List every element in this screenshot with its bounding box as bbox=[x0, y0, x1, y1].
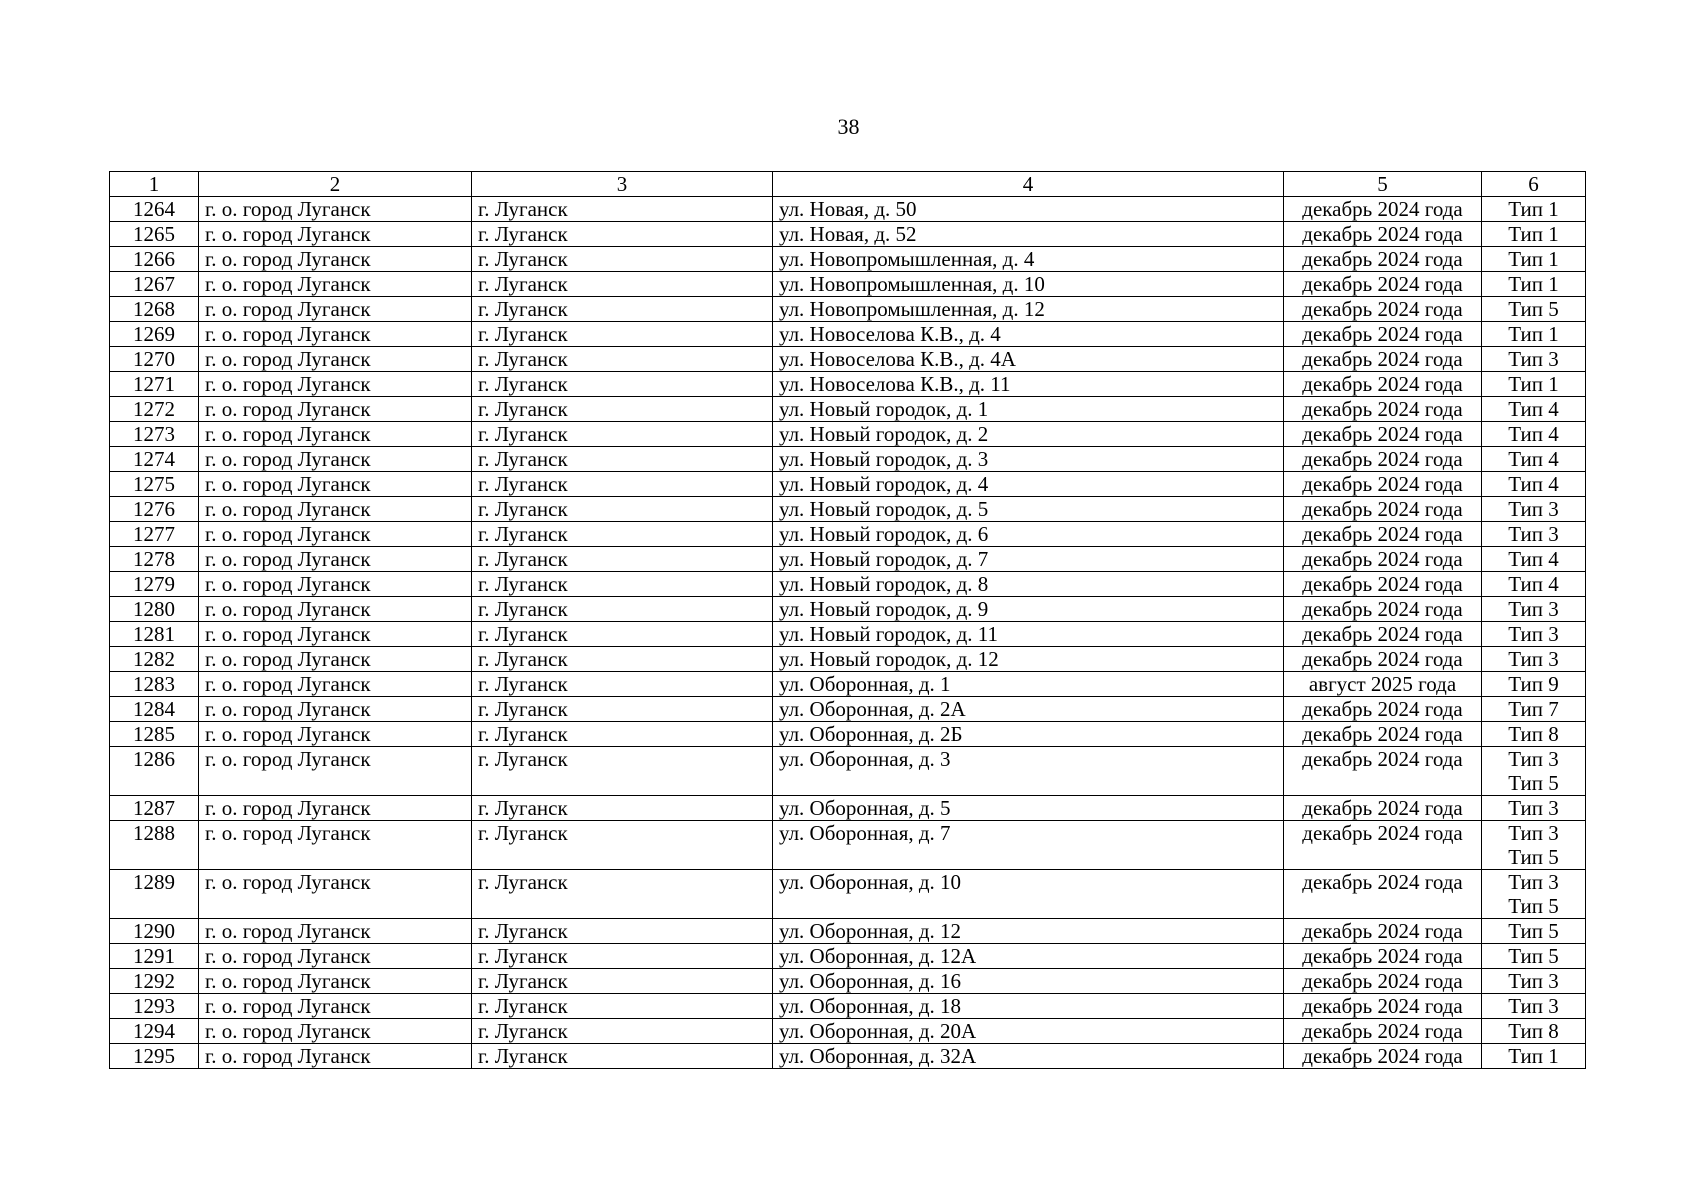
date-cell: декабрь 2024 года bbox=[1284, 697, 1482, 722]
city-cell: г. Луганск bbox=[472, 747, 773, 796]
district-cell: г. о. город Луганск bbox=[199, 422, 472, 447]
type-value: Тип 3 bbox=[1508, 622, 1559, 646]
row-number-cell: 1277 bbox=[110, 522, 199, 547]
row-number-cell: 1288 bbox=[110, 821, 199, 870]
type-value: Тип 5 bbox=[1508, 894, 1559, 918]
address-cell: ул. Новая, д. 52 bbox=[773, 222, 1284, 247]
district-cell: г. о. город Луганск bbox=[199, 472, 472, 497]
table-row bbox=[110, 572, 1586, 597]
type-cell bbox=[1482, 697, 1586, 722]
type-cell bbox=[1482, 919, 1586, 944]
row-number-cell: 1292 bbox=[110, 969, 199, 994]
row-number-cell: 1281 bbox=[110, 622, 199, 647]
table-row bbox=[110, 397, 1586, 422]
district-cell: г. о. город Луганск bbox=[199, 919, 472, 944]
type-cell bbox=[1482, 1019, 1586, 1044]
type-cell bbox=[1482, 747, 1586, 796]
date-cell: декабрь 2024 года bbox=[1284, 572, 1482, 597]
address-cell: ул. Новопромышленная, д. 10 bbox=[773, 272, 1284, 297]
type-value: Тип 3 bbox=[1508, 796, 1559, 820]
district-cell: г. о. город Луганск bbox=[199, 944, 472, 969]
address-cell: ул. Новый городок, д. 4 bbox=[773, 472, 1284, 497]
date-cell: декабрь 2024 года bbox=[1284, 747, 1482, 796]
city-cell: г. Луганск bbox=[472, 944, 773, 969]
district-cell: г. о. город Луганск bbox=[199, 272, 472, 297]
date-cell: декабрь 2024 года bbox=[1284, 919, 1482, 944]
address-cell: ул. Оборонная, д. 12 bbox=[773, 919, 1284, 944]
address-cell: ул. Новоселова К.В., д. 4А bbox=[773, 347, 1284, 372]
table-row bbox=[110, 272, 1586, 297]
date-cell: декабрь 2024 года bbox=[1284, 347, 1482, 372]
address-cell: ул. Новый городок, д. 12 bbox=[773, 647, 1284, 672]
city-cell: г. Луганск bbox=[472, 297, 773, 322]
date-cell: декабрь 2024 года bbox=[1284, 447, 1482, 472]
city-cell: г. Луганск bbox=[472, 547, 773, 572]
district-cell: г. о. город Луганск bbox=[199, 647, 472, 672]
date-cell: декабрь 2024 года bbox=[1284, 944, 1482, 969]
address-cell: ул. Новый городок, д. 2 bbox=[773, 422, 1284, 447]
type-value: Тип 8 bbox=[1508, 1019, 1559, 1043]
district-cell: г. о. город Луганск bbox=[199, 372, 472, 397]
district-cell: г. о. город Луганск bbox=[199, 672, 472, 697]
address-cell: ул. Новый городок, д. 3 bbox=[773, 447, 1284, 472]
column-header-address: 4 bbox=[773, 172, 1284, 197]
date-cell: декабрь 2024 года bbox=[1284, 597, 1482, 622]
type-value: Тип 1 bbox=[1508, 372, 1559, 396]
type-cell bbox=[1482, 197, 1586, 222]
type-value: Тип 1 bbox=[1508, 272, 1559, 296]
type-value: Тип 3 bbox=[1508, 969, 1559, 993]
city-cell: г. Луганск bbox=[472, 919, 773, 944]
table-row bbox=[110, 1044, 1586, 1069]
type-value: Тип 1 bbox=[1508, 247, 1559, 271]
table-row bbox=[110, 497, 1586, 522]
date-cell: август 2025 года bbox=[1284, 672, 1482, 697]
date-cell: декабрь 2024 года bbox=[1284, 647, 1482, 672]
table-row bbox=[110, 870, 1586, 919]
address-cell: ул. Оборонная, д. 1 bbox=[773, 672, 1284, 697]
city-cell: г. Луганск bbox=[472, 347, 773, 372]
row-number-cell: 1275 bbox=[110, 472, 199, 497]
type-cell bbox=[1482, 647, 1586, 672]
table-row bbox=[110, 297, 1586, 322]
type-value: Тип 3 bbox=[1508, 870, 1559, 894]
type-value: Тип 4 bbox=[1508, 572, 1559, 596]
type-cell bbox=[1482, 347, 1586, 372]
type-value: Тип 5 bbox=[1508, 771, 1559, 795]
city-cell: г. Луганск bbox=[472, 821, 773, 870]
city-cell: г. Луганск bbox=[472, 447, 773, 472]
date-cell: декабрь 2024 года bbox=[1284, 322, 1482, 347]
table-body bbox=[110, 197, 1586, 1069]
type-cell bbox=[1482, 272, 1586, 297]
row-number-cell: 1270 bbox=[110, 347, 199, 372]
address-cell: ул. Новый городок, д. 8 bbox=[773, 572, 1284, 597]
row-number-cell: 1286 bbox=[110, 747, 199, 796]
column-header-type: 6 bbox=[1482, 172, 1586, 197]
type-value: Тип 3 bbox=[1508, 821, 1559, 845]
row-number-cell: 1294 bbox=[110, 1019, 199, 1044]
table-row bbox=[110, 796, 1586, 821]
row-number-cell: 1266 bbox=[110, 247, 199, 272]
type-value: Тип 4 bbox=[1508, 472, 1559, 496]
column-header-city: 3 bbox=[472, 172, 773, 197]
column-header-number: 1 bbox=[110, 172, 199, 197]
row-number-cell: 1291 bbox=[110, 944, 199, 969]
date-cell: декабрь 2024 года bbox=[1284, 197, 1482, 222]
address-cell: ул. Оборонная, д. 2А bbox=[773, 697, 1284, 722]
page-number: 38 bbox=[837, 114, 860, 139]
type-cell bbox=[1482, 969, 1586, 994]
table-row bbox=[110, 672, 1586, 697]
row-number-cell: 1279 bbox=[110, 572, 199, 597]
type-cell bbox=[1482, 247, 1586, 272]
row-number-cell: 1274 bbox=[110, 447, 199, 472]
row-number-cell: 1268 bbox=[110, 297, 199, 322]
table-row bbox=[110, 747, 1586, 796]
type-value: Тип 1 bbox=[1508, 322, 1559, 346]
address-cell: ул. Новая, д. 50 bbox=[773, 197, 1284, 222]
city-cell: г. Луганск bbox=[472, 247, 773, 272]
district-cell: г. о. город Луганск bbox=[199, 994, 472, 1019]
table-row bbox=[110, 197, 1586, 222]
type-cell bbox=[1482, 944, 1586, 969]
type-value: Тип 3 bbox=[1508, 747, 1559, 771]
city-cell: г. Луганск bbox=[472, 622, 773, 647]
date-cell: декабрь 2024 года bbox=[1284, 547, 1482, 572]
type-cell bbox=[1482, 297, 1586, 322]
type-value: Тип 9 bbox=[1508, 672, 1559, 696]
date-cell: декабрь 2024 года bbox=[1284, 422, 1482, 447]
date-cell: декабрь 2024 года bbox=[1284, 1044, 1482, 1069]
address-cell: ул. Оборонная, д. 5 bbox=[773, 796, 1284, 821]
district-cell: г. о. город Луганск bbox=[199, 622, 472, 647]
district-cell: г. о. город Луганск bbox=[199, 222, 472, 247]
district-cell: г. о. город Луганск bbox=[199, 821, 472, 870]
table-row bbox=[110, 647, 1586, 672]
district-cell: г. о. город Луганск bbox=[199, 1044, 472, 1069]
address-cell: ул. Оборонная, д. 20А bbox=[773, 1019, 1284, 1044]
type-value: Тип 4 bbox=[1508, 447, 1559, 471]
district-cell: г. о. город Луганск bbox=[199, 497, 472, 522]
address-cell: ул. Новый городок, д. 9 bbox=[773, 597, 1284, 622]
row-number-cell: 1283 bbox=[110, 672, 199, 697]
type-value: Тип 1 bbox=[1508, 222, 1559, 246]
table-row bbox=[110, 697, 1586, 722]
table-row bbox=[110, 447, 1586, 472]
type-value: Тип 4 bbox=[1508, 422, 1559, 446]
type-cell bbox=[1482, 597, 1586, 622]
table-header-row bbox=[110, 172, 1586, 197]
type-cell bbox=[1482, 447, 1586, 472]
type-cell bbox=[1482, 522, 1586, 547]
type-cell bbox=[1482, 547, 1586, 572]
type-value: Тип 3 bbox=[1508, 597, 1559, 621]
table-row bbox=[110, 222, 1586, 247]
district-cell: г. о. город Луганск bbox=[199, 722, 472, 747]
district-cell: г. о. город Луганск bbox=[199, 522, 472, 547]
table-row bbox=[110, 322, 1586, 347]
table-row bbox=[110, 919, 1586, 944]
city-cell: г. Луганск bbox=[472, 522, 773, 547]
type-cell bbox=[1482, 497, 1586, 522]
district-cell: г. о. город Луганск bbox=[199, 197, 472, 222]
row-number-cell: 1264 bbox=[110, 197, 199, 222]
table-row bbox=[110, 247, 1586, 272]
city-cell: г. Луганск bbox=[472, 222, 773, 247]
table-row bbox=[110, 722, 1586, 747]
date-cell: декабрь 2024 года bbox=[1284, 272, 1482, 297]
type-value: Тип 3 bbox=[1508, 497, 1559, 521]
city-cell: г. Луганск bbox=[472, 1044, 773, 1069]
table-row bbox=[110, 994, 1586, 1019]
row-number-cell: 1293 bbox=[110, 994, 199, 1019]
address-cell: ул. Оборонная, д. 16 bbox=[773, 969, 1284, 994]
row-number-cell: 1280 bbox=[110, 597, 199, 622]
district-cell: г. о. город Луганск bbox=[199, 870, 472, 919]
address-cell: ул. Оборонная, д. 7 bbox=[773, 821, 1284, 870]
city-cell: г. Луганск bbox=[472, 197, 773, 222]
date-cell: декабрь 2024 года bbox=[1284, 870, 1482, 919]
district-cell: г. о. город Луганск bbox=[199, 796, 472, 821]
type-cell bbox=[1482, 472, 1586, 497]
date-cell: декабрь 2024 года bbox=[1284, 522, 1482, 547]
type-value: Тип 1 bbox=[1508, 197, 1559, 221]
district-cell: г. о. город Луганск bbox=[199, 697, 472, 722]
type-value: Тип 3 bbox=[1508, 647, 1559, 671]
city-cell: г. Луганск bbox=[472, 597, 773, 622]
date-cell: декабрь 2024 года bbox=[1284, 722, 1482, 747]
type-value: Тип 1 bbox=[1508, 1044, 1559, 1068]
date-cell: декабрь 2024 года bbox=[1284, 372, 1482, 397]
city-cell: г. Луганск bbox=[472, 1019, 773, 1044]
district-cell: г. о. город Луганск bbox=[199, 572, 472, 597]
district-cell: г. о. город Луганск bbox=[199, 969, 472, 994]
table-row bbox=[110, 347, 1586, 372]
address-cell: ул. Оборонная, д. 18 bbox=[773, 994, 1284, 1019]
type-cell bbox=[1482, 722, 1586, 747]
address-cell: ул. Новоселова К.В., д. 11 bbox=[773, 372, 1284, 397]
addresses-table bbox=[109, 171, 1586, 1069]
row-number-cell: 1287 bbox=[110, 796, 199, 821]
row-number-cell: 1267 bbox=[110, 272, 199, 297]
district-cell: г. о. город Луганск bbox=[199, 347, 472, 372]
address-cell: ул. Оборонная, д. 12А bbox=[773, 944, 1284, 969]
date-cell: декабрь 2024 года bbox=[1284, 297, 1482, 322]
city-cell: г. Луганск bbox=[472, 372, 773, 397]
city-cell: г. Луганск bbox=[472, 397, 773, 422]
address-cell: ул. Оборонная, д. 2Б bbox=[773, 722, 1284, 747]
city-cell: г. Луганск bbox=[472, 647, 773, 672]
table-row bbox=[110, 522, 1586, 547]
table-row bbox=[110, 821, 1586, 870]
row-number-cell: 1295 bbox=[110, 1044, 199, 1069]
district-cell: г. о. город Луганск bbox=[199, 247, 472, 272]
date-cell: декабрь 2024 года bbox=[1284, 1019, 1482, 1044]
table-row bbox=[110, 969, 1586, 994]
date-cell: декабрь 2024 года bbox=[1284, 796, 1482, 821]
district-cell: г. о. город Луганск bbox=[199, 297, 472, 322]
city-cell: г. Луганск bbox=[472, 672, 773, 697]
address-cell: ул. Новоселова К.В., д. 4 bbox=[773, 322, 1284, 347]
row-number-cell: 1269 bbox=[110, 322, 199, 347]
type-cell bbox=[1482, 222, 1586, 247]
type-value: Тип 5 bbox=[1508, 944, 1559, 968]
column-header-district: 2 bbox=[199, 172, 472, 197]
type-cell bbox=[1482, 322, 1586, 347]
row-number-cell: 1282 bbox=[110, 647, 199, 672]
date-cell: декабрь 2024 года bbox=[1284, 472, 1482, 497]
district-cell: г. о. город Луганск bbox=[199, 447, 472, 472]
address-cell: ул. Новопромышленная, д. 12 bbox=[773, 297, 1284, 322]
address-cell: ул. Новопромышленная, д. 4 bbox=[773, 247, 1284, 272]
district-cell: г. о. город Луганск bbox=[199, 747, 472, 796]
city-cell: г. Луганск bbox=[472, 322, 773, 347]
row-number-cell: 1289 bbox=[110, 870, 199, 919]
city-cell: г. Луганск bbox=[472, 472, 773, 497]
row-number-cell: 1290 bbox=[110, 919, 199, 944]
type-value: Тип 5 bbox=[1508, 845, 1559, 869]
city-cell: г. Луганск bbox=[472, 796, 773, 821]
row-number-cell: 1272 bbox=[110, 397, 199, 422]
column-header-date: 5 bbox=[1284, 172, 1482, 197]
address-cell: ул. Оборонная, д. 10 bbox=[773, 870, 1284, 919]
type-value: Тип 3 bbox=[1508, 522, 1559, 546]
type-cell bbox=[1482, 821, 1586, 870]
table-row bbox=[110, 422, 1586, 447]
table-row bbox=[110, 944, 1586, 969]
type-value: Тип 3 bbox=[1508, 347, 1559, 371]
address-cell: ул. Оборонная, д. 3 bbox=[773, 747, 1284, 796]
type-value: Тип 5 bbox=[1508, 919, 1559, 943]
date-cell: декабрь 2024 года bbox=[1284, 969, 1482, 994]
type-cell bbox=[1482, 672, 1586, 697]
district-cell: г. о. город Луганск bbox=[199, 547, 472, 572]
district-cell: г. о. город Луганск bbox=[199, 397, 472, 422]
address-cell: ул. Новый городок, д. 1 bbox=[773, 397, 1284, 422]
type-value: Тип 3 bbox=[1508, 994, 1559, 1018]
row-number-cell: 1285 bbox=[110, 722, 199, 747]
type-cell bbox=[1482, 1044, 1586, 1069]
address-cell: ул. Новый городок, д. 6 bbox=[773, 522, 1284, 547]
table-row bbox=[110, 1019, 1586, 1044]
city-cell: г. Луганск bbox=[472, 969, 773, 994]
city-cell: г. Луганск bbox=[472, 697, 773, 722]
type-cell bbox=[1482, 372, 1586, 397]
type-value: Тип 7 bbox=[1508, 697, 1559, 721]
type-cell bbox=[1482, 796, 1586, 821]
type-cell bbox=[1482, 397, 1586, 422]
date-cell: декабрь 2024 года bbox=[1284, 497, 1482, 522]
district-cell: г. о. город Луганск bbox=[199, 597, 472, 622]
date-cell: декабрь 2024 года bbox=[1284, 994, 1482, 1019]
address-cell: ул. Новый городок, д. 7 bbox=[773, 547, 1284, 572]
address-cell: ул. Оборонная, д. 32А bbox=[773, 1044, 1284, 1069]
city-cell: г. Луганск bbox=[472, 272, 773, 297]
type-value: Тип 4 bbox=[1508, 547, 1559, 571]
type-cell bbox=[1482, 622, 1586, 647]
city-cell: г. Луганск bbox=[472, 870, 773, 919]
table-row bbox=[110, 597, 1586, 622]
city-cell: г. Луганск bbox=[472, 422, 773, 447]
date-cell: декабрь 2024 года bbox=[1284, 222, 1482, 247]
city-cell: г. Луганск bbox=[472, 572, 773, 597]
district-cell: г. о. город Луганск bbox=[199, 322, 472, 347]
type-cell bbox=[1482, 422, 1586, 447]
date-cell: декабрь 2024 года bbox=[1284, 821, 1482, 870]
date-cell: декабрь 2024 года bbox=[1284, 397, 1482, 422]
type-cell bbox=[1482, 994, 1586, 1019]
city-cell: г. Луганск bbox=[472, 722, 773, 747]
row-number-cell: 1273 bbox=[110, 422, 199, 447]
type-cell bbox=[1482, 572, 1586, 597]
date-cell: декабрь 2024 года bbox=[1284, 247, 1482, 272]
date-cell: декабрь 2024 года bbox=[1284, 622, 1482, 647]
table-row bbox=[110, 547, 1586, 572]
row-number-cell: 1278 bbox=[110, 547, 199, 572]
type-value: Тип 8 bbox=[1508, 722, 1559, 746]
address-cell: ул. Новый городок, д. 11 bbox=[773, 622, 1284, 647]
row-number-cell: 1271 bbox=[110, 372, 199, 397]
type-cell bbox=[1482, 870, 1586, 919]
row-number-cell: 1265 bbox=[110, 222, 199, 247]
city-cell: г. Луганск bbox=[472, 994, 773, 1019]
row-number-cell: 1276 bbox=[110, 497, 199, 522]
table-row bbox=[110, 622, 1586, 647]
address-cell: ул. Новый городок, д. 5 bbox=[773, 497, 1284, 522]
district-cell: г. о. город Луганск bbox=[199, 1019, 472, 1044]
type-value: Тип 4 bbox=[1508, 397, 1559, 421]
city-cell: г. Луганск bbox=[472, 497, 773, 522]
table-row bbox=[110, 472, 1586, 497]
row-number-cell: 1284 bbox=[110, 697, 199, 722]
type-value: Тип 5 bbox=[1508, 297, 1559, 321]
table-row bbox=[110, 372, 1586, 397]
